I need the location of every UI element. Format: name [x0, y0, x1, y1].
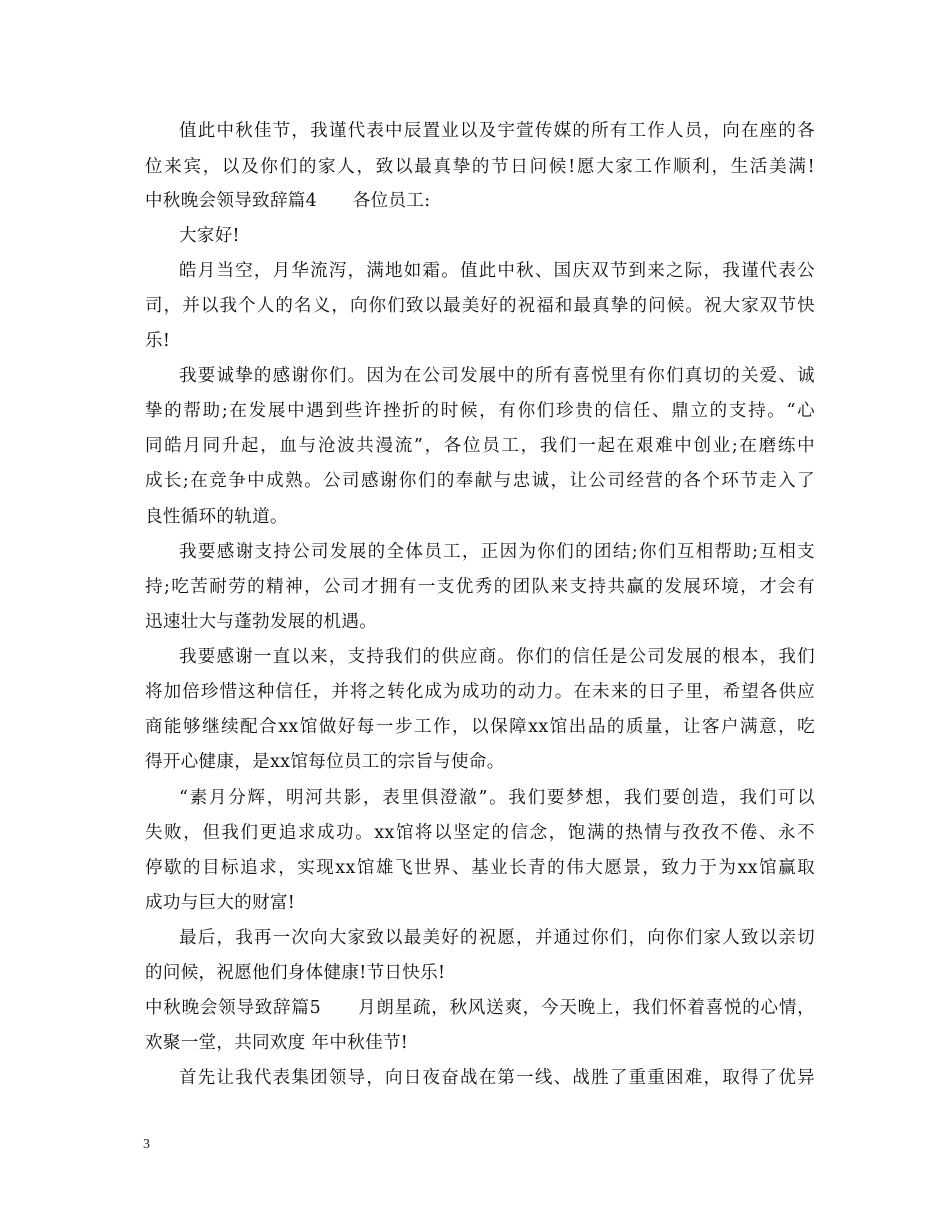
text-line: 停歇的目标追求，实现xx馆雄飞世界、基业长青的伟大愿景，致力于为xx馆赢取	[145, 858, 815, 878]
text-line: 值此中秋佳节，我谨代表中辰置业以及宇萱传媒的所有工作人员，向在座的各	[179, 121, 815, 141]
text-line: 持;吃苦耐劳的精神，公司才拥有一支优秀的团队来支持共赢的发展环境，才会有	[145, 577, 815, 597]
text-line: 迅速壮大与蓬勃发展的机遇。	[145, 612, 378, 632]
text-line: 良性循环的轨道。	[145, 507, 288, 527]
text-line: 商能够继续配合xx馆做好每一步工作，以保障xx馆出品的质量，让客户满意，吃	[145, 717, 815, 737]
text-line: 欢聚一堂，共同欢度 年中秋佳节!	[145, 1033, 409, 1053]
text-line: 失败，但我们更追求成功。xx馆将以坚定的信念，饱满的热情与孜孜不倦、永不	[145, 823, 815, 843]
text-line: 首先让我代表集团领导，向日夜奋战在第一线、战胜了重重困难，取得了优异	[179, 1068, 815, 1088]
text-line: 同皓月同升起，血与沧波共漫流”，各位员工，我们一起在艰难中创业;在磨练中	[145, 436, 815, 456]
text-line: “素月分辉，明河共影，表里俱澄澈”。我们要梦想，我们要创造，我们可以	[179, 788, 815, 808]
text-line: 得开心健康，是xx馆每位员工的宗旨与使命。	[145, 752, 505, 772]
text-line: 成长;在竞争中成熟。公司感谢你们的奉献与忠诚，让公司经营的各个环节走入了	[145, 471, 815, 491]
section-heading-5: 中秋晚会领导致辞篇5 月朗星疏，秋风送爽，今天晚上，我们怀着喜悦的心情，	[145, 998, 815, 1018]
text-line: 位来宾，以及你们的家人，致以最真挚的节日问候!愿大家工作顺利，生活美满!	[145, 157, 815, 177]
text-line: 皓月当空，月华流泻，满地如霜。值此中秋、国庆双节到来之际，我谨代表公	[179, 261, 815, 281]
page-number: 3	[143, 1137, 150, 1152]
text-line: 的问候，祝愿他们身体健康!节日快乐!	[145, 963, 446, 983]
section-heading-4: 中秋晚会领导致辞篇4 各位员工:	[145, 191, 431, 211]
text-line: 挚的帮助;在发展中遇到些许挫折的时候，有你们珍贵的信任、鼎立的支持。“心	[145, 401, 815, 421]
text-line: 我要感谢支持公司发展的全体员工，正因为你们的团结;你们互相帮助;互相支	[179, 542, 815, 562]
text-line: 最后，我再一次向大家致以最美好的祝愿，并通过你们，向你们家人致以亲切	[179, 928, 815, 948]
text-line: 司，并以我个人的名义，向你们致以最美好的祝福和最真挚的问候。祝大家双节快	[145, 296, 815, 316]
text-line: 成功与巨大的财富!	[145, 893, 296, 913]
text-line: 大家好!	[179, 226, 240, 246]
text-line: 我要感谢一直以来，支持我们的供应商。你们的信任是公司发展的根本，我们	[179, 647, 815, 667]
text-line: 我要诚挚的感谢你们。因为在公司发展中的所有喜悦里有你们真切的关爱、诚	[179, 366, 815, 386]
text-line: 乐!	[145, 331, 171, 351]
text-line: 将加倍珍惜这种信任，并将之转化成为成功的动力。在未来的日子里，希望各供应	[145, 682, 815, 702]
